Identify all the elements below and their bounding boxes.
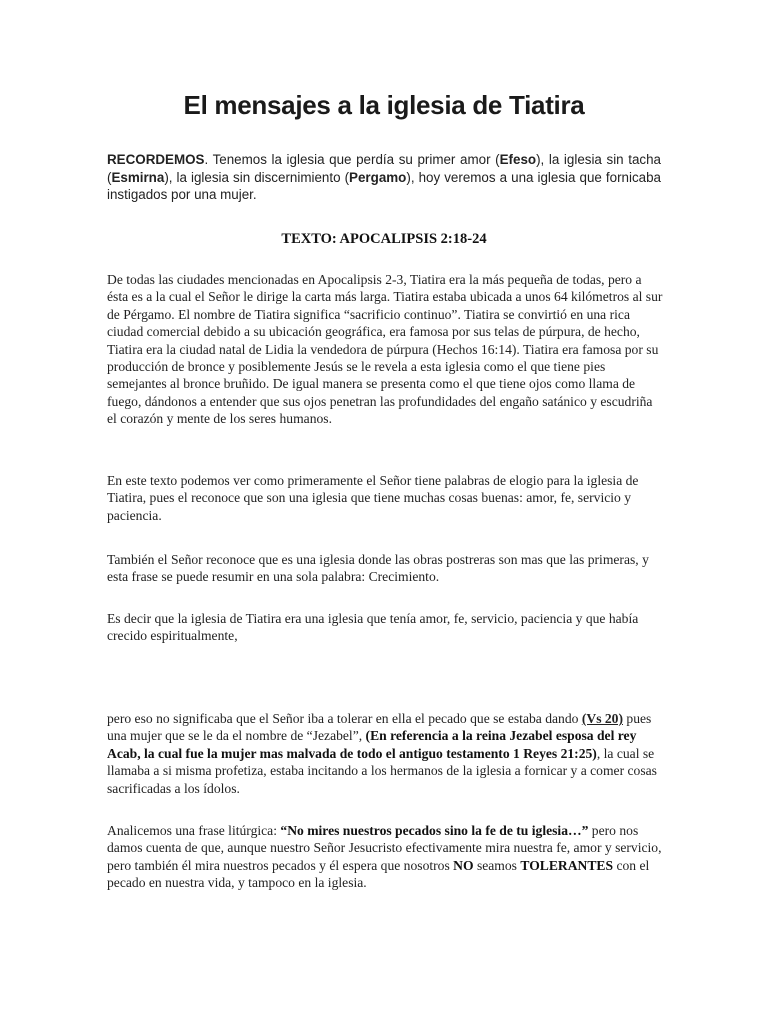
paragraph-jezabel [107,710,663,797]
esmirna-label: Esmirna [111,169,165,185]
jezabel-text-2: pues una mujer que se le da el nombre de “Jezabel”, [107,711,652,744]
paragraph-espiritual: Es decir que la iglesia de Tiatira era una iglesia que tenía amor, fe, servicio, paciencia y que había crecido espiritualmente, [107,611,639,644]
intro-text-3: ), la iglesia sin discernimiento ( [164,169,350,185]
intro-text-1: . Tenemos la iglesia que perdía su primer amor ( [204,152,500,167]
texto-heading: TEXTO: APOCALIPSIS 2:18-24 [281,231,487,247]
intro-text-4: ), hoy veremos a una iglesia que fornicaba instigados por una mujer. [107,169,662,202]
jezabel-text-1: pero eso no significaba que el Señor iba a tolerar en ella el pecado que se estaba dando [107,711,582,726]
no-emphasis: NO [453,857,474,873]
tolerantes-emphasis: TOLERANTES [520,857,614,873]
liturgica-text-4: con el pecado en nuestra vida, y tampoco en la iglesia. [107,857,650,891]
liturgica-text-3: seamos [473,857,521,873]
jezabel-bold-reference: (En referencia a la reina Jezabel esposa del rey Acab, la cual fue la mujer mas malvada de todo el antiguo testamento 1 Reyes 21:25) [107,728,637,761]
efeso-label: Efeso [499,152,537,167]
recordemos-label: RECORDEMOS [107,152,205,167]
pergamo-label: Pergamo [349,169,407,185]
liturgica-quote: “No mires nuestros pecados sino la fe de tu iglesia…” [280,823,589,838]
intro-text-2: ), la iglesia sin tacha ( [107,152,661,185]
paragraph-crecimiento: También el Señor reconoce que es una iglesia donde las obras postreras son mas que las primeras, y esta frase se puede resumir en una sola palabra: Crecimiento. [107,552,649,585]
paragraph-elogio: En este texto podemos ver como primeramente el Señor tiene palabras de elogio para la iglesia de Tiatira, pues el reconoce que son una iglesia que tiene muchas cosas buenas: amor, fe, servicio y paciencia. [107,473,639,523]
liturgica-text-2: pero nos damos cuenta de que, aunque nuestro Señor Jesucristo efectivamente mira nuestra fe, amor y servicio, pero también él mira nuestros pecados y él espera que nosotros [107,823,662,873]
liturgica-text-1: Analicemos una frase litúrgica: [107,823,281,838]
page-title: El mensajes a la iglesia de Tiatira [183,90,585,120]
vs-reference: (Vs 20) [581,711,623,726]
intro-paragraph [107,151,661,204]
jezabel-text-3: , la cual se llamaba a si misma profetiza, estaba incitando a los hermanos de la iglesia a fornicar y a comer cosas sacrificadas a los ídolos. [107,745,657,796]
paragraph-frase-liturgica [107,822,663,892]
paragraph-tiatira-history: De todas las ciudades mencionadas en Apocalipsis 2-3, Tiatira era la más pequeña de todas, pero a ésta es a la cual el Señor le dirige la carta más larga. Tiatira estaba ubicada a unos 64 kilómetros al sur de Pérgamo. El nombre de Tiatira significa “sacrificio continuo”. Tiatira se convirtió en una rica ciudad comercial debido a su ubicación geográfica, era famosa por sus telas de púrpura, de hecho, Tiatira era la ciudad natal de Lidia la vendedora de púrpura (Hechos 16:14). Tiatira era famosa por su producción de bronce y posiblemente Jesús se le revela a esta iglesia como el que tiene pies semejantes al bronce bruñido. De igual manera se presenta como el que tiene ojos como llama de fuego, dándonos a entender que sus ojos penetran las profundidades del engaño satánico y escudriña el corazón y mente de los seres humanos. [107,272,663,427]
